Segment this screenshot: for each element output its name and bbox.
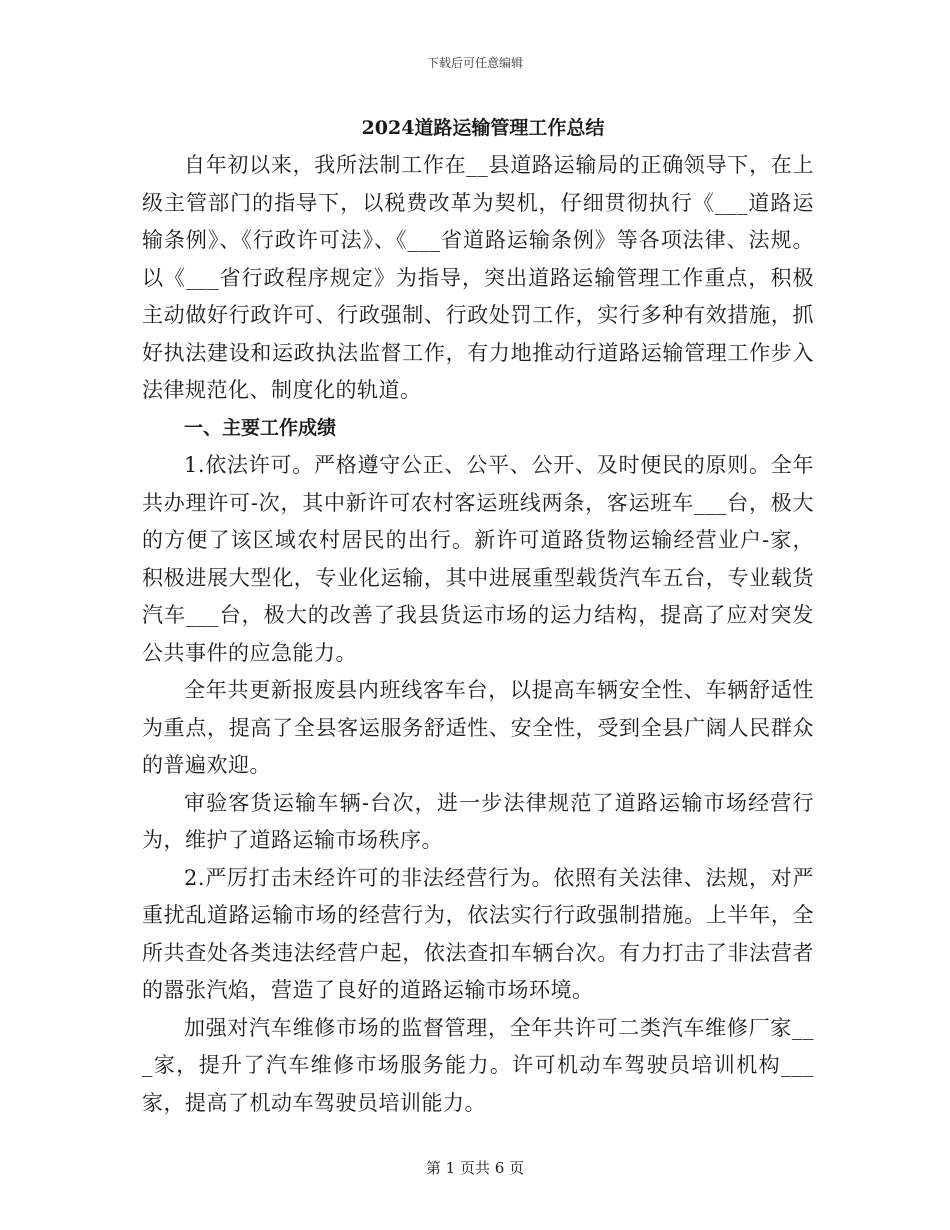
paragraph-vehicle-inspection: 审验客货运输车辆-台次，进一步法律规范了道路运输市场经营行为，维护了道路运输市场秩序。 [142, 790, 814, 852]
intro-paragraph: 自年初以来，我所法制工作在__县道路运输局的正确领导下，在上级主管部门的指导下，以税费改革为契机，仔细贯彻执行《___道路运输条例》、《行政许可法》、《___省道路运输条例》等各项法律、法规。以《___省行政程序规定》为指导，突出道路运输管理工作重点，积极主动做好行政许可、行政强制、行政处罚工作，实行多种有效措施，抓好执法建设和运政执法监督工作，有力地推动行道路运输管理工作步入法律规范化、制度化的轨道。 [142, 153, 814, 402]
page-number: 第 1 页共 6 页 [425, 1159, 525, 1177]
section-heading-main-achievements: 一、主要工作成绩 [184, 416, 337, 439]
document-body [142, 110, 814, 1122]
page-header-note: 下载后可任意编辑 [426, 56, 523, 70]
document-title: 2024道路运输管理工作总结 [361, 117, 605, 139]
paragraph-repair-market: 加强对汽车维修市场的监督管理，全年共许可二类汽车维修厂家___家，提升了汽车维修市场服务能力。许可机动车驾驶员培训机构___家，提高了机动车驾驶员培训能力。 [142, 1015, 814, 1115]
paragraph-bus-renewal: 全年共更新报废县内班线客车台，以提高车辆安全性、车辆舒适性为重点，提高了全县客运服务舒适性、安全性，受到全县广阔人民群众的普遍欢迎。 [142, 678, 814, 777]
paragraph-legal-licensing: 1.依法许可。严格遵守公正、公平、公开、及时便民的原则。全年共办理许可-次，其中新许可农村客运班线两条，客运班车___台，极大的方便了该区域农村居民的出行。新许可道路货物运输经营业户-家，积极进展大型化，专业化运输，其中进展重型载货汽车五台，专业载货汽车___台，极大的改善了我县货运市场的运力结构，提高了应对突发公共事件的应急能力。 [142, 453, 814, 665]
paragraph-illegal-operations: 2.严厉打击未经许可的非法经营行为。依照有关法律、法规，对严重扰乱道路运输市场的经营行为，依法实行行政强制措施。上半年，全所共查处各类违法经营户起，依法查扣车辆台次。有力打击了非法营者的嚣张汽焰，营造了良好的道路运输市场环境。 [142, 865, 814, 1002]
